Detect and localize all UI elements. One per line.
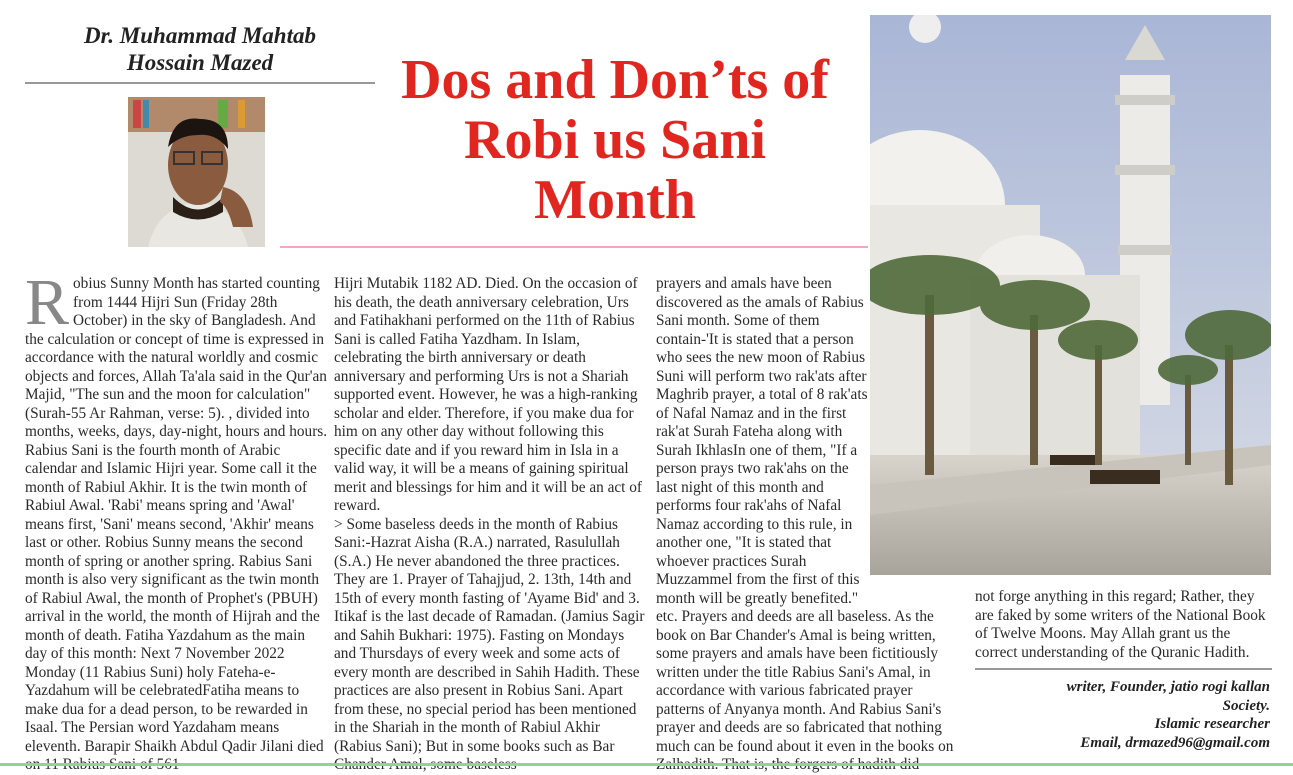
author-signature (975, 678, 1270, 752)
article-column-4 (975, 588, 1272, 752)
headline-divider (280, 246, 868, 248)
author-name-line2: Hossain Mazed (126, 50, 274, 75)
headline: Dos and Don’ts of Robi us Sani Month (401, 49, 829, 231)
article-column-1 (25, 266, 328, 775)
article-column-3-bottom: etc. Prayers and deeds are all baseless. As the book on Bar Chander's Amal is being written, some prayers and amals have been fictitiously written under the title Rabius Sani's Amal, in accordance with various fabricated prayer patterns of Anyanya month. And Rabius Sani's prayer and deeds are so fabricated that nothing much can be found about it even in the books on (656, 608, 954, 755)
bottom-divider (0, 763, 1293, 766)
column-4-text: not forge anything in this regard; Rather, they are faked by some writers of the National Book of Twelve Moons. May Allah grant us the correct understanding of the Quranic Hadith. (975, 588, 1266, 661)
signature-line-1: writer, Founder, jatio rogi kallan (1066, 679, 1270, 695)
author-name-line1: Dr. Muhammad Mahtab (84, 23, 316, 48)
signature-divider (975, 668, 1272, 670)
signature-email: Email, drmazed96@gmail.com (1080, 734, 1270, 751)
author-photo (128, 97, 265, 247)
drop-cap: R (25, 266, 70, 339)
column-2-paragraph-2: > Some baseless deeds in the month of Rabius Sani:-Hazrat Aisha (R.A.) narrated, Rasulullah (S.A.) He never abandoned the three practices. They are 1. Prayer of Tahajjud, 2. 13th, 14th and 15th of every month fasting of 'Ayame Bid' and 3. Itikaf is the last decade of Ramadan. (Jamius Sagir and Sahih Bukhari: 1975). Fasting on Mondays and Thursdays of every week and some acts of every month are described in Sahih Hadith. These practices are also present in Robius Sani. Apart from these, no special period has been mentioned in the Shariah in the month of Rabiul Akhir (Rabius Sani); But in some books such as Bar (334, 515, 645, 755)
article-column-2 (334, 275, 646, 775)
author-byline (25, 22, 375, 76)
column-2-paragraph-1: Hijri Mutabik 1182 AD. Died. On the occasion of his death, the death anniversary celebration, Urs and Fatihakhani performed on the 11th of Rabius Sani is called Fatiha Yazdham. In Islam, celebrating the birth anniversary or death anniversary and performing Urs is not a Shariah supported event. However, he was a high-ranking scholar and elder. Therefore, if you make dua for him on any other day without following this specific date and if you reward him in Isla in a valid way, it will be a means of gaining spiritual merit and blessings for him and it will be an act of reward. (334, 275, 642, 514)
column-1-text: obius Sunny Month has started counting from 1444 Hijri Sun (Friday 28th October) in the sky of Bangladesh. And the calculation or concept of time is expressed in accordance with the natural worldly and cosmic objects and forces, Allah Ta'ala said in the Qur'an Majid, "The sun and the moon for calculation" (Surah-55 Ar Rahman, verse: 5). , divided into months, weeks, days, day-night, hours and hours. Rabius Sani is the fourth month of Arabic calendar and Islamic Hijri year. Some call it the month of Rabiul Akhir. It is the twin month of Rabiul Awal. 'Rabi' means spring and 'Awal' means first, 'Sani' means second, 'Akhir' means last or other. Robius Sunny means the second month of spring or another spring. Rabius Sani month is also very significant as the twin month of Rabiul Awal, the month of Prophet's (PBUH) arrival in the world, the month of Hijrah and the month of death. Fatiha Yazdahum as the main day of this month: Next 7 November 2022 Monday (11 Rabius Suni) holy Fateha-e-Yazdahum will be celebratedFatiha means to make dua for a dead person, to be rewarded in Isaal. The Persian word Yazdaham means eleventh. Barapir Shaikh Abdul Qadir Jilani died (25, 275, 328, 755)
signature-line-3: Islamic researcher (1154, 716, 1270, 732)
author-divider (25, 82, 375, 84)
signature-line-2: Society. (1222, 697, 1270, 714)
article-column-3-top: prayers and amals have been discovered as the amals of Rabius Sani month. Some of them contain-'It is stated that a person who sees the new moon of Rabius Suni will perform two rak'ats after Maghrib prayer, a total of 8 rak'ats of Nafal Namaz and in the first rak'at Surah Fateha along with Surah IkhlasIn one of them, "If a person prays two rak'ahs on the last night of this month and performs four rak'ahs of Nafal Namaz according to this rule, in another one, "It is stated that whoever practices Surah Muzzammel from the first of this month will be greatly benefited." (656, 275, 868, 607)
article-column-3 (656, 275, 964, 775)
